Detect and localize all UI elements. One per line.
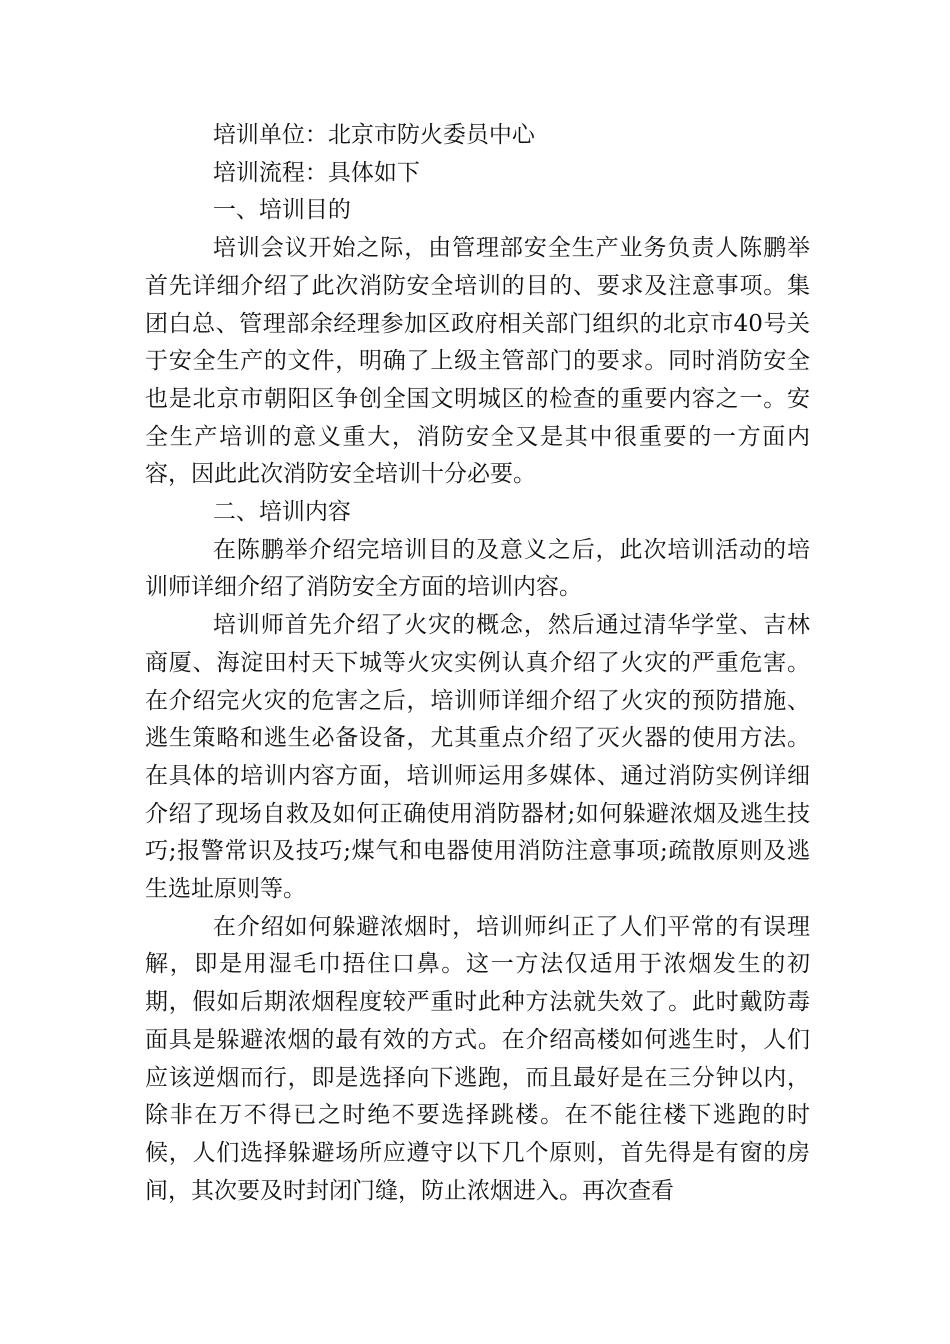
section-heading-content: 二、培训内容 [212, 499, 351, 526]
paragraph-content-intro: 在陈鹏举介绍完培训目的及意义之后，此次培训活动的培训师详细介绍了消防安全方面的培训内容。 [145, 536, 810, 601]
section-heading-purpose: 一、培训目的 [212, 197, 351, 224]
training-process-line: 培训流程：具体如下 [212, 159, 420, 186]
paragraph-smoke-escape: 在介绍如何躲避浓烟时，培训师纠正了人们平常的有误理解，即是用湿毛巾捂住口鼻。这一方法仅适用于浓烟发生的初期，假如后期浓烟程度较严重时此种方法就失效了。此时戴防毒面具是躲避浓烟的最有效的方式。在介绍高楼如何逃生时，人们应该逆烟而行，即是选择向下逃跑，而且最好是在三分钟以内，除非在万不得已之时绝不要选择跳楼。在不能往楼下逃跑的时候，人们选择躲避场所应遵守以下几个原则，首先得是有窗的房间，其次要及时封闭门缝，防止浓烟进入。再次查看 [145, 913, 810, 1204]
training-unit-line: 培训单位：北京市防火委员中心 [212, 122, 535, 148]
paragraph-purpose: 培训会议开始之际，由管理部安全生产业务负责人陈鹏举首先详细介绍了此次消防安全培训的目的、要求及注意事项。集团白总、管理部余经理参加区政府相关部门组织的北京市40号关于安全生产的文件，明确了上级主管部门的要求。同时消防安全也是北京市朝阳区争创全国文明城区的检查的重要内容之一。安全生产培训的意义重大，消防安全又是其中很重要的一方面内容，因此此次消防安全培训十分必要。 [145, 235, 810, 488]
document-body [145, 117, 810, 1210]
paragraph-fire-hazards: 培训师首先介绍了火灾的概念，然后通过清华学堂、吉林商厦、海淀田村天下城等火灾实例认真介绍了火灾的严重危害。在介绍完火灾的危害之后，培训师详细介绍了火灾的预防措施、逃生策略和逃生必备设备，尤其重点介绍了灭火器的使用方法。在具体的培训内容方面，培训师运用多媒体、通过消防实例详细介绍了现场自救及如何正确使用消防器材;如何躲避浓烟及逃生技巧;报警常识及技巧;煤气和电器使用消防注意事项;疏散原则及逃生选址原则等。 [145, 612, 810, 903]
